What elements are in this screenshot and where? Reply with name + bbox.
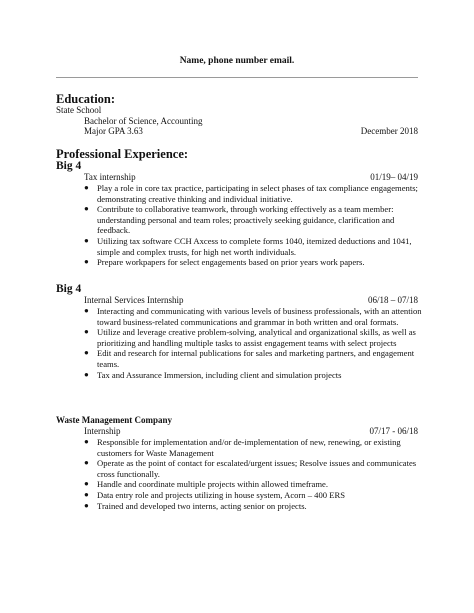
bullet-item: ● Responsible for implementation and/or de-implementation of new, renewing, or existing customers for Waste Management bbox=[84, 437, 401, 458]
education-heading: Education: bbox=[56, 92, 116, 106]
gpa: Major GPA 3.63 bbox=[84, 126, 143, 136]
job-company: Big 4 bbox=[56, 160, 82, 172]
header-divider bbox=[56, 77, 418, 78]
job-bullets bbox=[84, 306, 424, 380]
degree: Bachelor of Science, Accounting bbox=[84, 116, 203, 126]
job-company: Big 4 bbox=[56, 283, 82, 295]
job-dates: 07/17 - 06/18 bbox=[369, 426, 418, 436]
bullet-item: ● Handle and coordinate multiple projects within allowed timeframe. bbox=[84, 479, 329, 490]
bullet-item: ● Utilize and leverage creative problem-solving, analytical and organizational skills, as well as prioritizing and handling multiple tasks to assist engagement teams with select projects bbox=[84, 327, 416, 348]
bullet-item: ● Interacting and communicating with various levels of business professionals, with an attention toward business-related communications and grammar in both written and oral formats. bbox=[84, 306, 422, 327]
bullet-icon: ● bbox=[84, 235, 89, 245]
bullet-item: ● Edit and research for internal publications for sales and marketing partners, and engagement teams. bbox=[84, 348, 415, 369]
bullet-icon: ● bbox=[84, 348, 89, 358]
bullet-item: ● Contribute to collaborative teamwork, through working effectively as a team member: understanding personal and team roles; proactively seeking guidance, clarification and feedback. bbox=[84, 204, 395, 236]
bullet-item: ● Data entry role and projects utilizing in house system, Acorn – 400 ERS bbox=[84, 489, 345, 500]
contact-line: Name, phone number email. bbox=[179, 56, 295, 66]
bullet-icon: ● bbox=[84, 306, 89, 315]
bullet-item: ● Prepare workpapers for select engagements based on prior years work papers. bbox=[84, 257, 365, 268]
experience-heading: Professional Experience: bbox=[56, 147, 189, 161]
job-dates: 06/18 – 07/18 bbox=[367, 295, 418, 305]
bullet-icon: ● bbox=[84, 489, 89, 499]
bullet-item: ● Operate as the point of contact for escalated/urgent issues; Resolve issues and communicates cross functionally. bbox=[84, 458, 417, 479]
job-bullets bbox=[84, 437, 424, 511]
job-title: Internship bbox=[84, 426, 121, 436]
bullet-item: ● Tax and Assurance Immersion, including client and simulation projects bbox=[84, 369, 342, 380]
bullet-icon: ● bbox=[84, 369, 89, 379]
bullet-icon: ● bbox=[84, 479, 89, 489]
graduation-date: December 2018 bbox=[360, 126, 418, 136]
bullet-item: ● Trained and developed two interns, acting senior on projects. bbox=[84, 500, 307, 511]
school-name: State School bbox=[56, 105, 102, 115]
job-company: Waste Management Company bbox=[56, 415, 172, 425]
bullet-icon: ● bbox=[84, 458, 89, 468]
bullet-icon: ● bbox=[84, 437, 89, 446]
bullet-icon: ● bbox=[84, 257, 89, 267]
job-title: Internal Services Internship bbox=[84, 295, 184, 305]
job-dates: 01/19– 04/19 bbox=[370, 172, 418, 182]
bullet-item: ● Play a role in core tax practice, participating in select phases of tax compliance engagements; demonstrating creative thinking and individual initiative. bbox=[84, 183, 418, 204]
bullet-icon: ● bbox=[84, 204, 89, 214]
bullet-icon: ● bbox=[84, 500, 89, 510]
job-title: Tax internship bbox=[84, 172, 136, 182]
bullet-icon: ● bbox=[84, 327, 89, 337]
bullet-icon: ● bbox=[84, 183, 89, 192]
bullet-item: ● Utilizing tax software CCH Axcess to complete forms 1040, itemized deductions and 1041, simple and complex trusts, for high net worth individuals. bbox=[84, 235, 412, 257]
job-bullets bbox=[84, 183, 424, 268]
